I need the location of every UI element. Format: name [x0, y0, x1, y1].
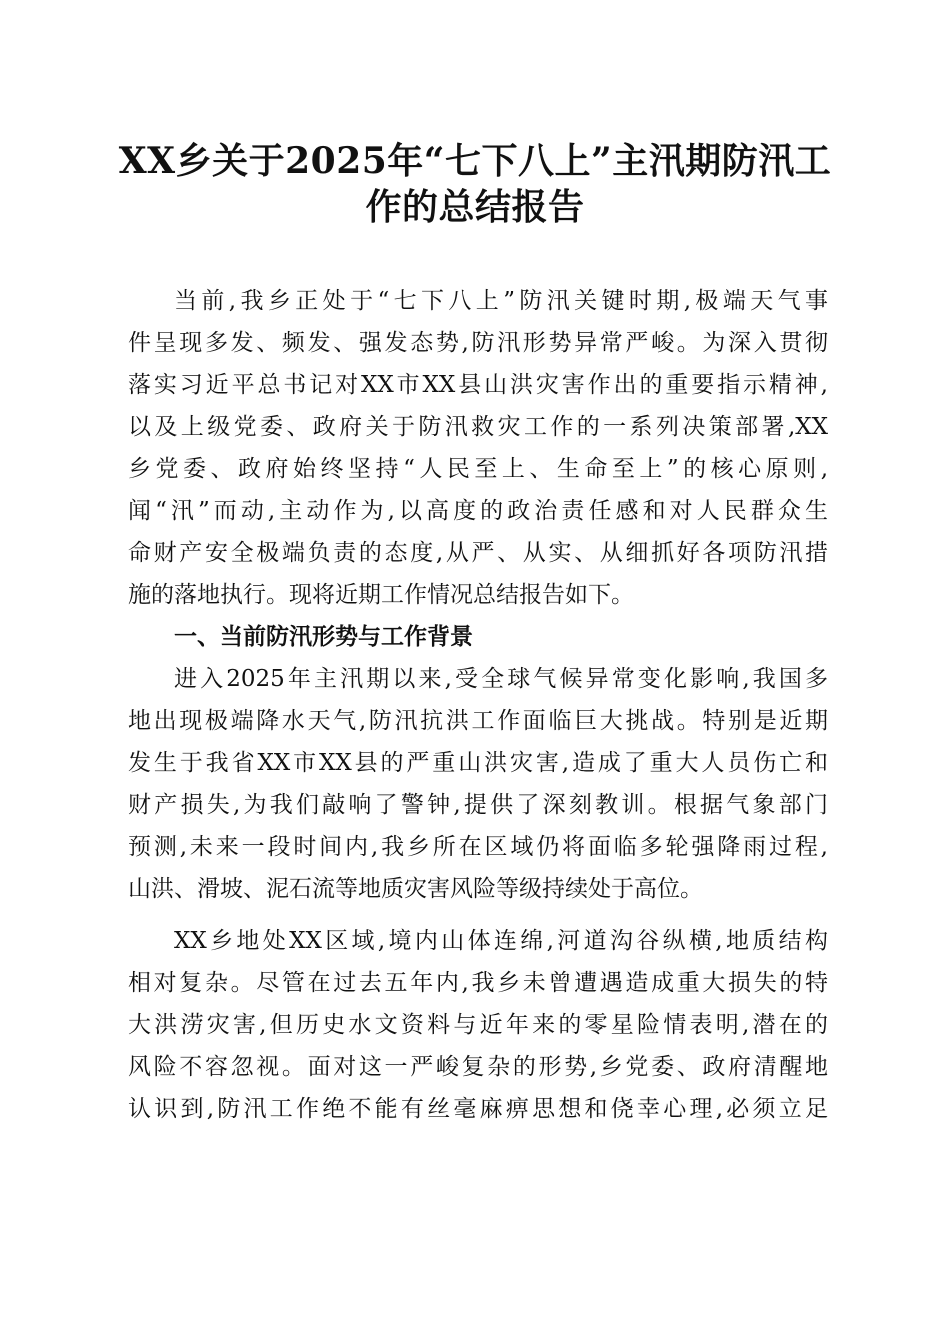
paragraph-line: 当前,我乡正处于“七下八上”防汛关键时期,极端天气事 [174, 288, 828, 314]
document-title [100, 138, 850, 230]
paragraph-line: 命财产安全极端负责的态度,从严、从实、从细抓好各项防汛措 [128, 540, 828, 566]
paragraph-intro [128, 280, 828, 616]
paragraph-line: 地出现极端降水天气,防汛抗洪工作面临巨大挑战。特别是近期 [128, 708, 828, 734]
paragraph-line: 相对复杂。尽管在过去五年内,我乡未曾遭遇造成重大损失的特 [128, 970, 828, 996]
paragraph-spacer [128, 910, 828, 920]
paragraph-region [128, 920, 828, 1130]
paragraph-line: 以及上级党委、政府关于防汛救灾工作的一系列决策部署,XX [128, 414, 828, 440]
paragraph-line: 山洪、滑坡、泥石流等地质灾害风险等级持续处于高位。 [128, 876, 703, 902]
title-line-2: 作的总结报告 [365, 186, 585, 228]
paragraph-line: 认识到,防汛工作绝不能有丝毫麻痹思想和侥幸心理,必须立足 [128, 1096, 828, 1122]
section-heading: 一、当前防汛形势与工作背景 [174, 624, 473, 650]
paragraph-line: 件呈现多发、频发、强发态势,防汛形势异常严峻。为深入贯彻 [128, 330, 828, 356]
paragraph-situation [128, 658, 828, 910]
paragraph-line: 财产损失,为我们敲响了警钟,提供了深刻教训。根据气象部门 [128, 792, 828, 818]
paragraph-line: 施的落地执行。现将近期工作情况总结报告如下。 [128, 582, 634, 608]
paragraph-line: 进入2025年主汛期以来,受全球气候异常变化影响,我国多 [174, 666, 828, 692]
paragraph-line: 预测,未来一段时间内,我乡所在区域仍将面临多轮强降雨过程, [128, 834, 828, 860]
paragraph-line: 乡党委、政府始终坚持“人民至上、生命至上”的核心原则, [128, 456, 828, 482]
document-body [128, 280, 828, 1130]
title-line-1: XX乡关于2025年“七下八上”主汛期防汛工 [118, 140, 832, 182]
paragraph-line: 大洪涝灾害,但历史水文资料与近年来的零星险情表明,潜在的 [128, 1012, 828, 1038]
paragraph-line: XX乡地处XX区域,境内山体连绵,河道沟谷纵横,地质结构 [174, 928, 828, 954]
paragraph-line: 闻“汛”而动,主动作为,以高度的政治责任感和对人民群众生 [128, 498, 828, 524]
paragraph-line: 发生于我省XX市XX县的严重山洪灾害,造成了重大人员伤亡和 [128, 750, 828, 776]
paragraph-line: 落实习近平总书记对XX市XX县山洪灾害作出的重要指示精神, [128, 372, 828, 398]
paragraph-line: 风险不容忽视。面对这一严峻复杂的形势,乡党委、政府清醒地 [128, 1054, 828, 1080]
